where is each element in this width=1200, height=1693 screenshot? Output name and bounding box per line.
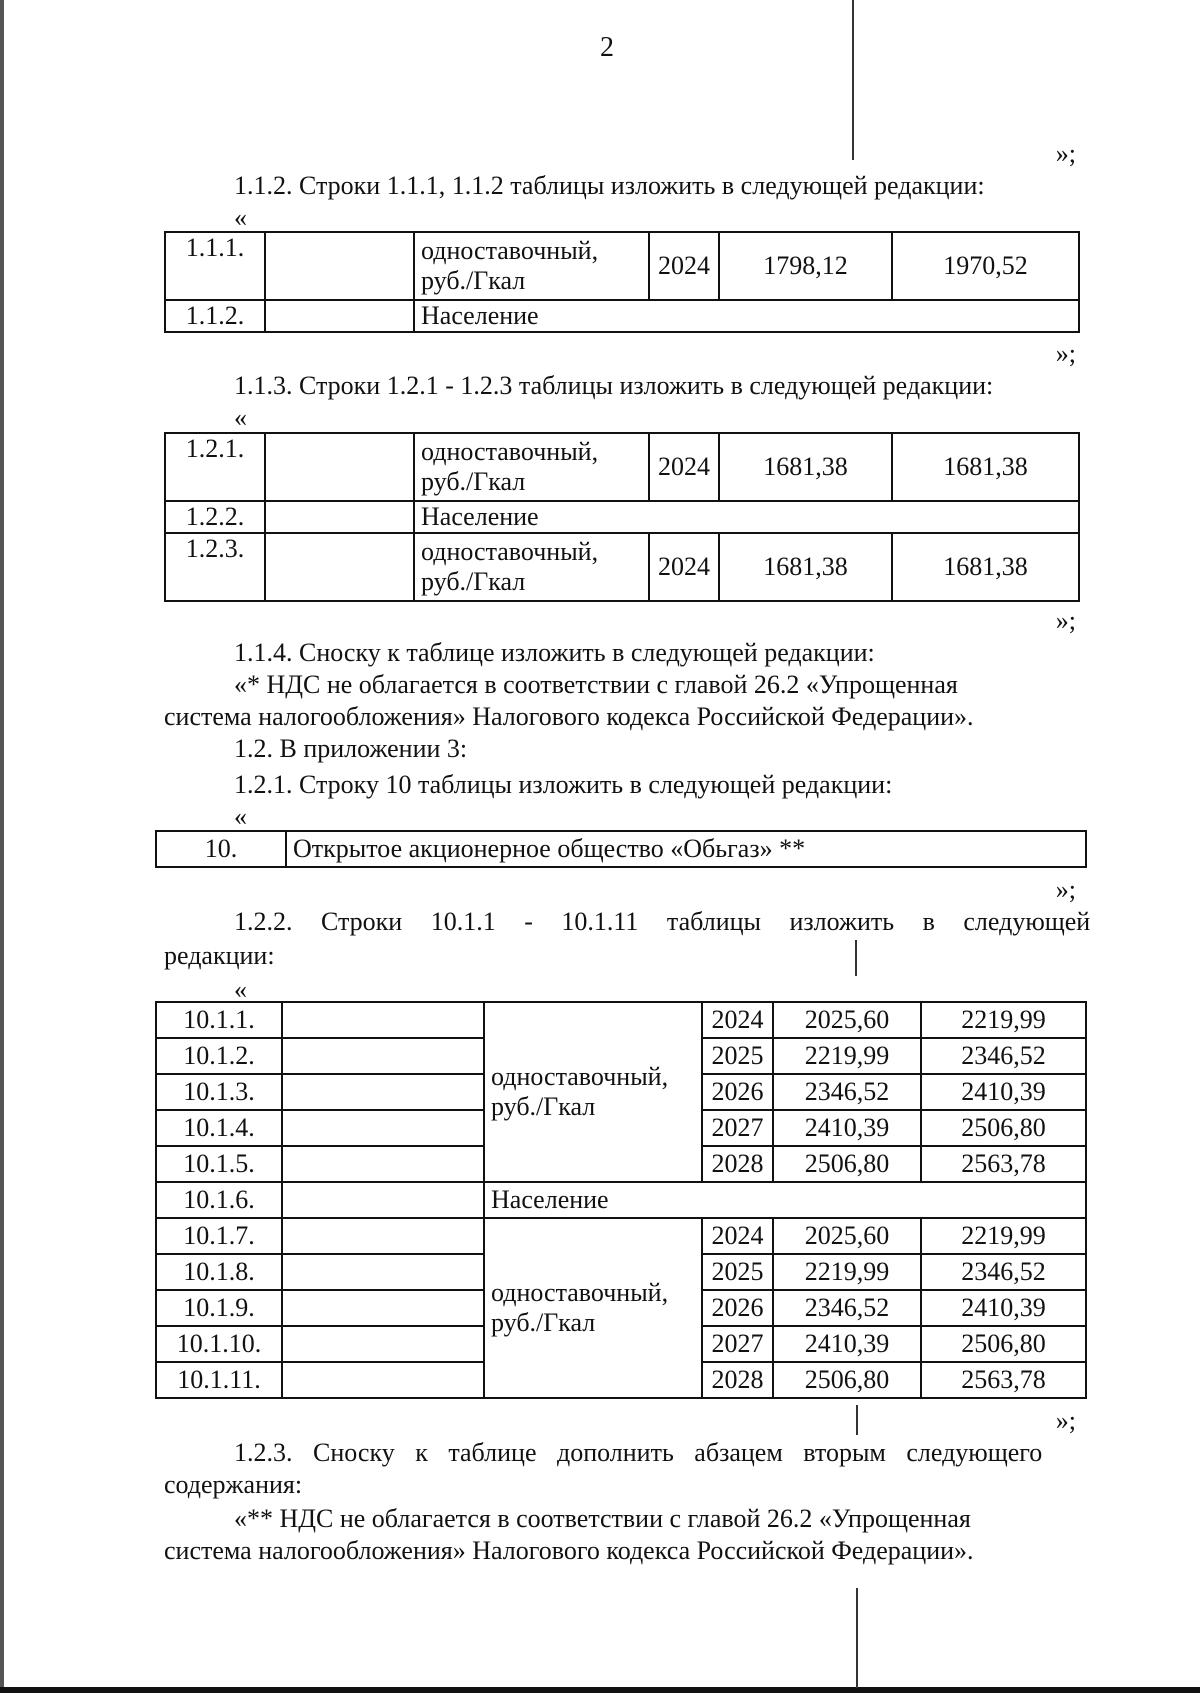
row-number: 1.1.1. — [165, 232, 265, 300]
paragraph-1-1-4: 1.1.4. Сноску к таблице изложить в следующей редакции: — [234, 638, 875, 667]
row-number: 10.1.6. — [156, 1182, 282, 1218]
tariff-type: одноставочный, руб./Гкал — [414, 232, 649, 300]
value-2: 2410,39 — [921, 1290, 1086, 1326]
year: 2028 — [702, 1362, 773, 1398]
year: 2024 — [702, 1002, 773, 1038]
row-number: 1.2.2. — [165, 501, 265, 533]
blank-cell — [265, 300, 414, 332]
tariff-type: одноставочный, руб./Гкал — [484, 1218, 702, 1398]
value-2: 1681,38 — [892, 433, 1079, 501]
blank-cell — [282, 1074, 484, 1110]
population-label: Население — [484, 1182, 1086, 1218]
value-1: 1681,38 — [719, 433, 892, 501]
value-2: 2506,80 — [921, 1110, 1086, 1146]
blank-cell — [282, 1254, 484, 1290]
blank-cell — [282, 1218, 484, 1254]
table-row — [165, 433, 1079, 501]
row-number: 10.1.1. — [156, 1002, 282, 1038]
close-quote: »; — [1055, 606, 1076, 635]
row-number: 1.2.3. — [165, 533, 265, 601]
table-row — [156, 1002, 1086, 1038]
row-number: 10.1.4. — [156, 1110, 282, 1146]
row-number: 10.1.8. — [156, 1254, 282, 1290]
year: 2024 — [649, 433, 719, 501]
value-1: 1798,12 — [719, 232, 892, 300]
table-rows-1-1 — [164, 231, 1080, 333]
row-number: 10.1.2. — [156, 1038, 282, 1074]
value-1: 2410,39 — [773, 1110, 921, 1146]
open-quote: « — [234, 802, 247, 831]
close-quote: »; — [1055, 875, 1076, 904]
value-2: 2563,78 — [921, 1362, 1086, 1398]
row-number: 10. — [156, 831, 286, 867]
blank-cell — [282, 1182, 484, 1218]
blank-cell — [282, 1038, 484, 1074]
table-row — [165, 501, 1079, 533]
value-2: 1681,38 — [892, 533, 1079, 601]
value-1: 2410,39 — [773, 1326, 921, 1362]
blank-cell — [282, 1110, 484, 1146]
value-2: 2410,39 — [921, 1074, 1086, 1110]
year: 2024 — [649, 232, 719, 300]
footnote-text-line-1 — [234, 669, 1078, 701]
page-number: 2 — [600, 32, 614, 63]
year: 2026 — [702, 1290, 773, 1326]
tariff-type: одноставочный, руб./Гкал — [484, 1002, 702, 1182]
value-1: 1681,38 — [719, 533, 892, 601]
paragraph-text: 1.2.2. Строки 10.1.1 - 10.1.11 таблицы изложить в следующей — [234, 907, 1091, 936]
footnote-2-text-line-1 — [234, 1503, 1078, 1535]
table-row — [156, 1182, 1086, 1218]
paragraph-1-2-3-line-2: содержания: — [164, 1470, 303, 1499]
paragraph-1-2: 1.2. В приложении 3: — [234, 734, 468, 763]
blank-cell — [265, 501, 414, 533]
row-number: 10.1.7. — [156, 1218, 282, 1254]
scan-bottom-edge — [0, 1687, 1200, 1693]
table-rows-1-2 — [164, 432, 1080, 602]
value-2: 2506,80 — [921, 1326, 1086, 1362]
close-quote: »; — [1055, 1406, 1076, 1435]
value-1: 2506,80 — [773, 1146, 921, 1182]
paragraph-1-1-3: 1.1.3. Строки 1.2.1 - 1.2.3 таблицы изложить в следующей редакции: — [234, 371, 994, 400]
blank-cell — [265, 232, 414, 300]
year: 2025 — [702, 1254, 773, 1290]
row-number: 10.1.10. — [156, 1326, 282, 1362]
paragraph-1-2-3-line-1 — [234, 1437, 1078, 1469]
blank-cell — [265, 533, 414, 601]
table-row — [156, 1218, 1086, 1254]
year: 2027 — [702, 1110, 773, 1146]
footnote-2-text-line-2: система налогообложения» Налогового кодекса Российской Федерации». — [164, 1536, 974, 1565]
year: 2028 — [702, 1146, 773, 1182]
blank-cell — [282, 1290, 484, 1326]
value-2: 2346,52 — [921, 1254, 1086, 1290]
paragraph-1-1-2: 1.1.2. Строки 1.1.1, 1.1.2 таблицы изложить в следующей редакции: — [234, 171, 985, 200]
value-1: 2219,99 — [773, 1038, 921, 1074]
value-1: 2346,52 — [773, 1074, 921, 1110]
close-quote: »; — [1055, 339, 1076, 368]
population-label: Население — [414, 501, 1079, 533]
value-1: 2025,60 — [773, 1002, 921, 1038]
year: 2024 — [702, 1218, 773, 1254]
footnote-text: «* НДС не облагается в соответствии с главой 26.2 «Упрощенная — [234, 670, 958, 699]
value-2: 2219,99 — [921, 1002, 1086, 1038]
organization-name: Открытое акционерное общество «Обьгаз» ** — [286, 831, 1086, 867]
row-number: 10.1.9. — [156, 1290, 282, 1326]
footnote-text-line-2: система налогообложения» Налогового кодекса Российской Федерации». — [164, 702, 974, 731]
tariff-type: одноставочный, руб./Гкал — [414, 433, 649, 501]
paragraph-1-2-1: 1.2.1. Строку 10 таблицы изложить в следующей редакции: — [234, 770, 893, 799]
row-number: 10.1.5. — [156, 1146, 282, 1182]
population-label: Население — [414, 300, 1079, 332]
open-quote: « — [234, 203, 247, 232]
table-row — [165, 533, 1079, 601]
value-1: 2219,99 — [773, 1254, 921, 1290]
blank-cell — [282, 1362, 484, 1398]
scan-artifact-line — [852, 0, 854, 160]
value-1: 2025,60 — [773, 1218, 921, 1254]
table-rows-10-1 — [155, 1001, 1087, 1399]
paragraph-1-2-2-line-1 — [234, 906, 1091, 938]
scan-left-edge — [0, 0, 4, 1693]
table-row — [156, 831, 1086, 867]
footnote-text: «** НДС не облагается в соответствии с главой 26.2 «Упрощенная — [234, 1504, 971, 1533]
row-number: 1.2.1. — [165, 433, 265, 501]
blank-cell — [282, 1326, 484, 1362]
blank-cell — [282, 1146, 484, 1182]
table-row — [165, 232, 1079, 300]
value-2: 2563,78 — [921, 1146, 1086, 1182]
year: 2024 — [649, 533, 719, 601]
blank-cell — [265, 433, 414, 501]
scan-artifact-line — [855, 940, 857, 976]
open-quote: « — [234, 403, 247, 432]
row-number: 10.1.3. — [156, 1074, 282, 1110]
scan-artifact-line — [856, 1588, 858, 1688]
value-1: 2506,80 — [773, 1362, 921, 1398]
table-row — [165, 300, 1079, 332]
value-1: 2346,52 — [773, 1290, 921, 1326]
paragraph-1-2-2-line-2: редакции: — [164, 941, 275, 970]
year: 2027 — [702, 1326, 773, 1362]
table-row-10 — [155, 830, 1087, 868]
blank-cell — [282, 1002, 484, 1038]
value-2: 2219,99 — [921, 1218, 1086, 1254]
year: 2025 — [702, 1038, 773, 1074]
row-number: 1.1.2. — [165, 300, 265, 332]
close-quote: »; — [1055, 139, 1076, 168]
paragraph-text: 1.2.3. Сноску к таблице дополнить абзацем вторым следующего — [234, 1438, 1043, 1467]
value-2: 2346,52 — [921, 1038, 1086, 1074]
row-number: 10.1.11. — [156, 1362, 282, 1398]
year: 2026 — [702, 1074, 773, 1110]
scan-artifact-line — [856, 1405, 858, 1435]
open-quote: « — [234, 975, 247, 1004]
tariff-type: одноставочный, руб./Гкал — [414, 533, 649, 601]
value-2: 1970,52 — [892, 232, 1079, 300]
